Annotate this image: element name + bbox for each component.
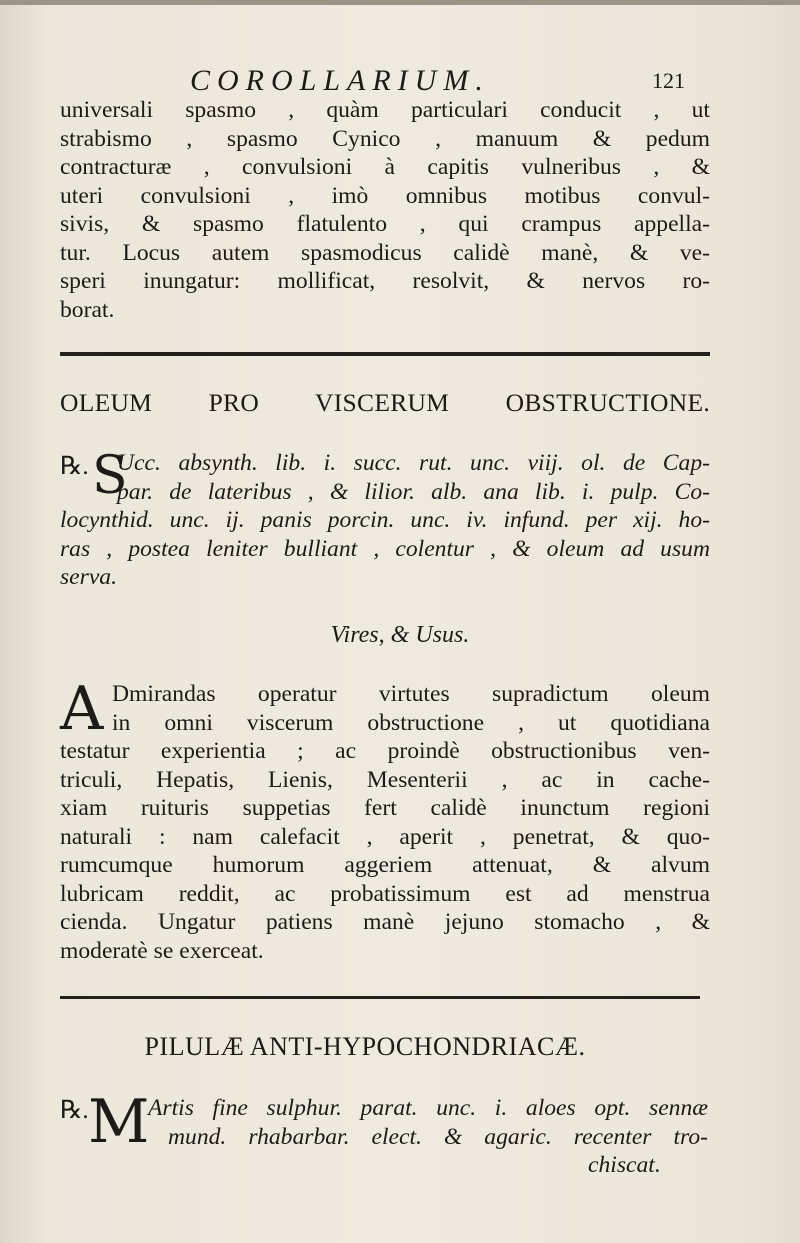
section-title-oleum: OLEUM PRO VISCERUM OBSTRUCTIONE.	[60, 388, 710, 417]
text-line: universali spasmo , quàm particulari conducit , ut	[60, 97, 710, 123]
section-title-pilulae: PILULÆ ANTI-HYPOCHONDRIACÆ.	[144, 1032, 586, 1061]
recipe-symbol: ℞.	[60, 453, 89, 480]
recipe-oleum	[60, 449, 710, 592]
running-head	[60, 58, 685, 98]
drop-cap: A	[60, 674, 104, 744]
section-divider	[60, 996, 700, 999]
recipe-line: Artis fine sulphur. parat. unc. i. aloes opt. sennæ	[148, 1095, 708, 1121]
text-line: naturali : nam calefacit , aperit , penetrat, & quo-	[60, 823, 710, 850]
text-line: triculi, Hepatis, Lienis, Mesenterii , ac in cache-	[60, 766, 710, 793]
recipe-symbol: ℞.	[60, 1097, 89, 1124]
text-line: rumcumque humorum aggeriem attenuat, & alvum	[60, 852, 710, 878]
text-line: Dmirandas operatur virtutes supradictum oleum	[112, 681, 710, 707]
text-line: moderatè se exerceat.	[60, 937, 264, 964]
text-line: cienda. Ungatur patiens manè jejuno stomacho , &	[60, 909, 710, 935]
recipe-initial: S	[92, 446, 128, 506]
subheading-vires: Vires, & Usus.	[330, 622, 470, 648]
recipe-initial: M	[88, 1087, 150, 1157]
text-line: strabismo , spasmo Cynico , manuum & pedum	[60, 125, 710, 152]
recipe-line: chiscat.	[588, 1152, 661, 1178]
text-line: contracturæ , convulsioni à capitis vulneribus , &	[60, 154, 710, 180]
section-divider	[60, 352, 710, 356]
text-line: tur. Locus autem spasmodicus calidè manè, & ve-	[60, 239, 710, 266]
recipe-line: locynthid. unc. ij. panis porcin. unc. iv. infund. per xij. ho-	[60, 507, 710, 533]
recipe-line: ras , postea leniter bulliant , colentur , & oleum ad usum	[60, 535, 710, 562]
text-line: testatur experientia ; ac proindè obstructionibus ven-	[60, 738, 710, 764]
page-number: 121	[652, 68, 685, 93]
text-line: uteri convulsioni , imò omnibus motibus convul-	[60, 182, 710, 209]
text-line: xiam ruituris suppetias fert calidè inunctum regioni	[60, 795, 710, 821]
text-line: speri inungatur: mollificat, resolvit, & nervos ro-	[60, 268, 710, 294]
intro-paragraph	[60, 96, 710, 324]
running-head-title: COROLLARIUM.	[190, 64, 490, 97]
page-top-edge	[0, 0, 800, 5]
body-vires	[60, 674, 710, 965]
text-line: in omni viscerum obstructione , ut quotidiana	[112, 709, 710, 736]
recipe-line: par. de lateribus , & lilior. alb. ana lib. i. pulp. Co-	[117, 478, 710, 505]
text-line: sivis, & spasmo flatulento , qui crampus appella-	[60, 211, 710, 237]
text-line: lubricam reddit, ac probatissimum est ad menstrua	[60, 880, 710, 907]
recipe-line: Ucc. absynth. lib. i. succ. rut. unc. viij. ol. de Cap-	[117, 450, 710, 476]
text-line: borat.	[60, 296, 115, 323]
recipe-line: mund. rhabarbar. elect. & agaric. recenter tro-	[168, 1123, 708, 1150]
recipe-pilulae	[148, 1094, 708, 1180]
recipe-line: serva.	[60, 564, 118, 590]
